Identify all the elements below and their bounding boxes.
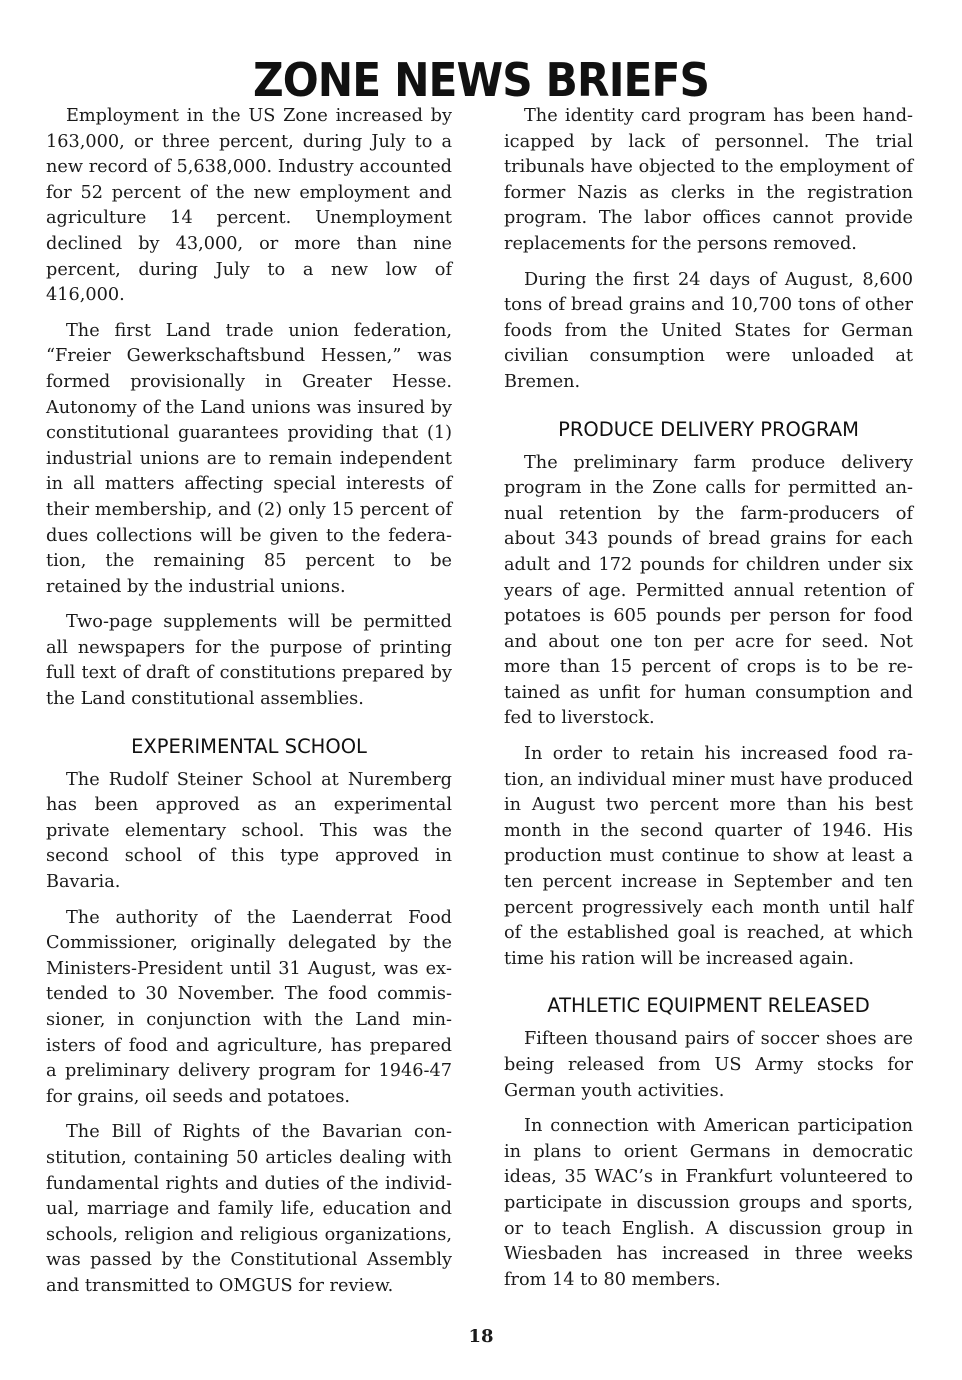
- article-miner-ration: In order to retain his increased food ration, an individual miner must have produced in August two percent more than his best month in the second quarter of 1946. His production must continue to show at least a ten percent increase in September and ten percent progressively each month until half of the established goal is reached, at which time his ration will be increased again.: [504, 744, 914, 969]
- article-newspaper-supplements: Two-page supplements will be permitted all newspapers for the purpose of printing full text of draft of constitutions prepared by the Land constitutional assemblies.: [46, 612, 452, 710]
- article-food-shipments: During the first 24 days of August, 8,600 tons of bread grains and 10,700 tons of other foods from the United States for German civilian consumption were unloaded at Bremen.: [504, 269, 913, 392]
- page-title: ZONE NEWS BRIEFS: [252, 52, 710, 107]
- section-heading-athletic-equipment: ATHLETIC EQUIPMENT RELEASED: [547, 994, 870, 1018]
- article-identity-card: The identity card program has been handicapped by lack of personnel. The trial tribunals have objected to the employment of former Nazis as clerks in the registration program. The labor offices cannot provide replacements for the persons removed.: [504, 106, 913, 254]
- article-employment: Employment in the US Zone increased by 163,000, or three percent, during July to a new record of 5,638,000. Industry accounted for 52 percent of the new employment and agriculture 14 percent. Unemployment declined by 43,000, or more than nine percent, during July to a new low of 416,000.: [46, 106, 452, 306]
- article-wac-discussion: In connection with American participation in plans to orient Germans in democratic ideas, 35 WAC’s in Frankfurt volunteered to participate in discussion groups and sports, or to teach English. A discussion group in Wiesbaden has increased in three weeks from 14 to 80 members.: [504, 1116, 913, 1290]
- article-bill-of-rights: The Bill of Rights of the Bavarian constitution, containing 50 articles dealing with fundamental rights and duties of the individual, marriage and family life, education and schools, religion and religious organizations, was passed by the Constitutional Assembly and transmitted to OMGUS for review.: [46, 1122, 452, 1296]
- article-food-commissioner: The authority of the Laenderrat Food Commissioner, originally delegated by the Ministers-President until 31 August, was extended to 30 November. The food commissioner, in conjunction with the Land ministers of food and agriculture, has prepared a preliminary delivery program for 1946-47 for grains, oil seeds and potatoes.: [46, 907, 452, 1107]
- article-soccer-shoes: Fifteen thousand pairs of soccer shoes are being released from US Army stocks for German youth activities.: [504, 1029, 913, 1101]
- right-column: [504, 104, 913, 1303]
- article-produce-delivery: The preliminary farm produce delivery program in the Zone calls for permitted annual retention by the farm-producers of about 343 pounds of bread grains for each adult and 172 pounds for children under six years of age. Permitted annual retention of potatoes is 605 pounds per person for food and about one ton per acre for seed. Not more than 15 percent of crops is to be retained as unfit for human consumption and fed to liverstock.: [504, 452, 913, 729]
- section-heading-experimental-school: EXPERIMENTAL SCHOOL: [131, 734, 367, 758]
- article-trade-union: The first Land trade union federation, “Freier Gewerkschaftsbund Hessen,” was formed provisionally in Greater Hesse. Autonomy of the Land unions was insured by constitutional guarantees providing that (1) industrial unions are to remain independent in all matters affecting special interests of their membership, and (2) only 15 percent of dues collections will be given to the federation, the remaining 85 percent to be retained by the industrial unions.: [46, 320, 452, 597]
- left-column: [46, 104, 452, 1310]
- article-steiner-school: The Rudolf Steiner School at Nuremberg has been approved as an experimental private elementary school. This was the second school of this type approved in Bavaria.: [46, 769, 452, 893]
- section-heading-produce-delivery: PRODUCE DELIVERY PROGRAM: [558, 417, 859, 441]
- page-number: 18: [468, 1326, 494, 1347]
